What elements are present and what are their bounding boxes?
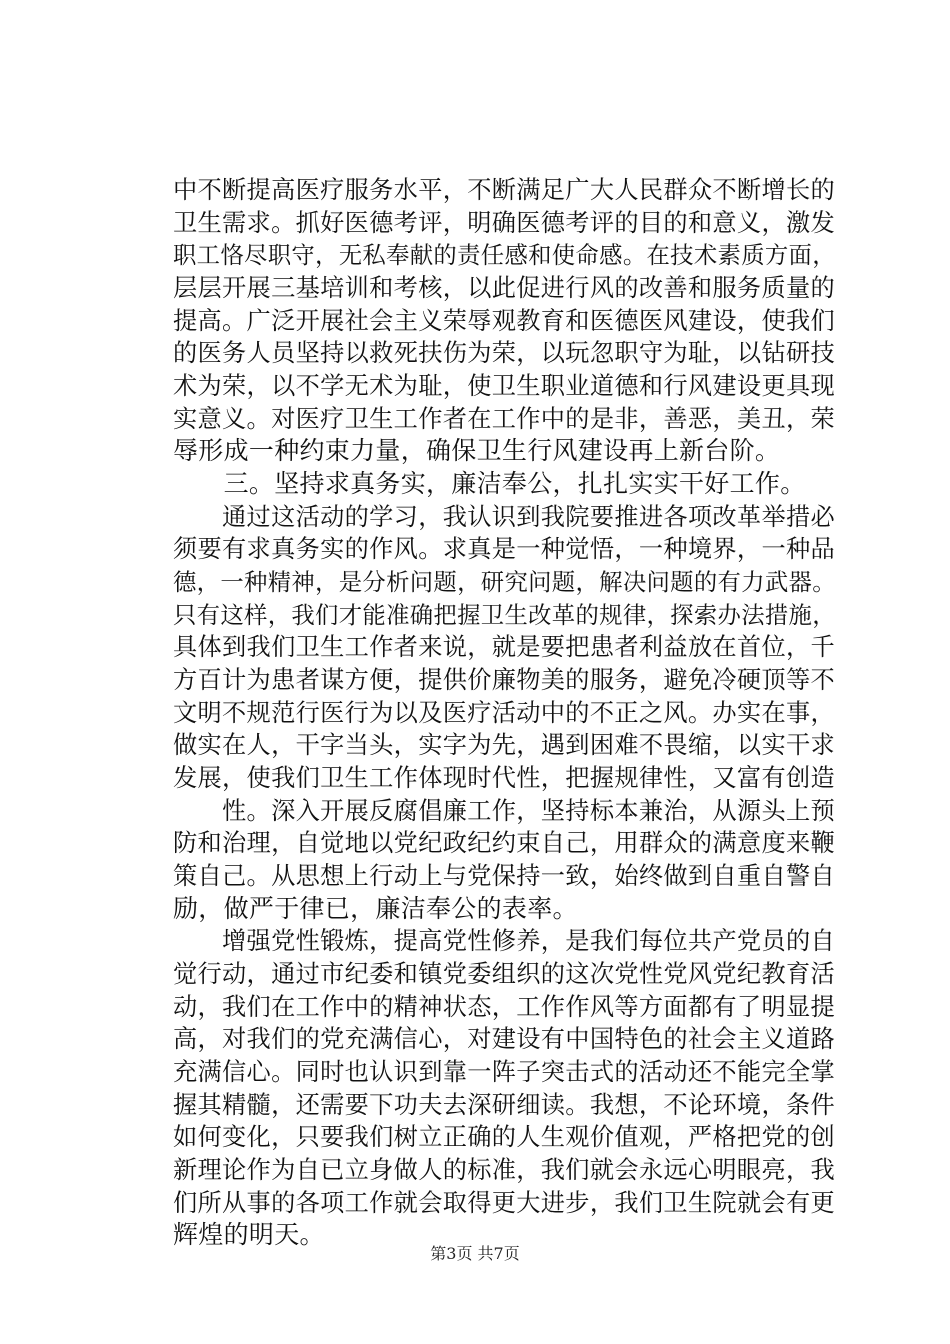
text-line: 充满信心。同时也认识到靠一阵子突击式的活动还不能完全掌 xyxy=(173,1058,836,1086)
text-line: 励，做严于律已，廉洁奉公的表率。 xyxy=(173,894,578,923)
text-line: 须要有求真务实的作风。求真是一种觉悟，一种境界，一种品 xyxy=(173,535,836,563)
text-line: 握其精髓，还需要下功夫去深研细读。我想，不论环境，条件 xyxy=(173,1091,836,1119)
text-line: 方百计为患者谋方便，提供价廉物美的服务，避免冷硬顶等不 xyxy=(173,666,836,694)
text-line: 发展，使我们卫生工作体现时代性，把握规律性，又富有创造 xyxy=(173,764,836,792)
text-line: 实意义。对医疗卫生工作者在工作中的是非，善恶，美丑，荣 xyxy=(173,405,836,433)
text-line: 术为荣，以不学无术为耻，使卫生职业道德和行风建设更具现 xyxy=(173,372,836,400)
text-line: 觉行动，通过市纪委和镇党委组织的这次党性党风党纪教育活 xyxy=(173,960,836,988)
text-line: 辱形成一种约束力量，确保卫生行风建设再上新台阶。 xyxy=(173,436,781,465)
text-line: 高，对我们的党充满信心，对建设有中国特色的社会主义道路 xyxy=(173,1025,836,1053)
page-number-footer: 第3页 共7页 xyxy=(430,1244,520,1263)
text-line: 辉煌的明天。 xyxy=(173,1220,325,1249)
text-line: 只有这样，我们才能准确把握卫生改革的规律，探索办法措施， xyxy=(173,601,836,629)
section-heading: 三。坚持求真务实，廉洁奉公，扎扎实实干好工作。 xyxy=(173,469,806,498)
text-line: 卫生需求。抓好医德考评，明确医德考评的目的和意义，激发 xyxy=(173,209,836,237)
text-line: 通过这活动的学习，我认识到我院要推进各项改革举措必 xyxy=(173,503,836,531)
text-line: 中不断提高医疗服务水平，不断满足广大人民群众不断增长的 xyxy=(173,176,836,204)
text-line: 的医务人员坚持以救死扶伤为荣，以玩忽职守为耻，以钻研技 xyxy=(173,339,836,367)
text-line: 德，一种精神，是分析问题，研究问题，解决问题的有力武器。 xyxy=(173,568,836,596)
text-line: 文明不规范行医行为以及医疗活动中的不正之风。办实在事， xyxy=(173,699,836,727)
text-line: 性。深入开展反腐倡廉工作，坚持标本兼治，从源头上预 xyxy=(173,797,836,825)
text-line: 新理论作为自已立身做人的标准，我们就会永远心明眼亮，我 xyxy=(173,1156,836,1184)
text-line: 职工恪尽职守，无私奉献的责任感和使命感。在技术素质方面， xyxy=(173,241,836,269)
text-line: 做实在人，干字当头，实字为先，遇到困难不畏缩，以实干求 xyxy=(173,731,836,759)
text-line: 防和治理，自觉地以党纪政纪约束自己，用群众的满意度来鞭 xyxy=(173,829,836,857)
text-line: 具体到我们卫生工作者来说，就是要把患者利益放在首位，千 xyxy=(173,633,836,661)
text-line: 层层开展三基培训和考核，以此促进行风的改善和服务质量的 xyxy=(173,274,836,302)
text-line: 提高。广泛开展社会主义荣辱观教育和医德医风建设，使我们 xyxy=(173,307,836,335)
text-line: 增强党性锻炼，提高党性修养，是我们每位共产党员的自 xyxy=(173,927,836,955)
text-line: 动，我们在工作中的精神状态，工作作风等方面都有了明显提 xyxy=(173,993,836,1021)
text-line: 策自己。从思想上行动上与党保持一致，始终做到自重自警自 xyxy=(173,862,836,890)
text-line: 如何变化，只要我们树立正确的人生观价值观，严格把党的创 xyxy=(173,1123,836,1151)
text-line: 们所从事的各项工作就会取得更大进步，我们卫生院就会有更 xyxy=(173,1189,836,1217)
